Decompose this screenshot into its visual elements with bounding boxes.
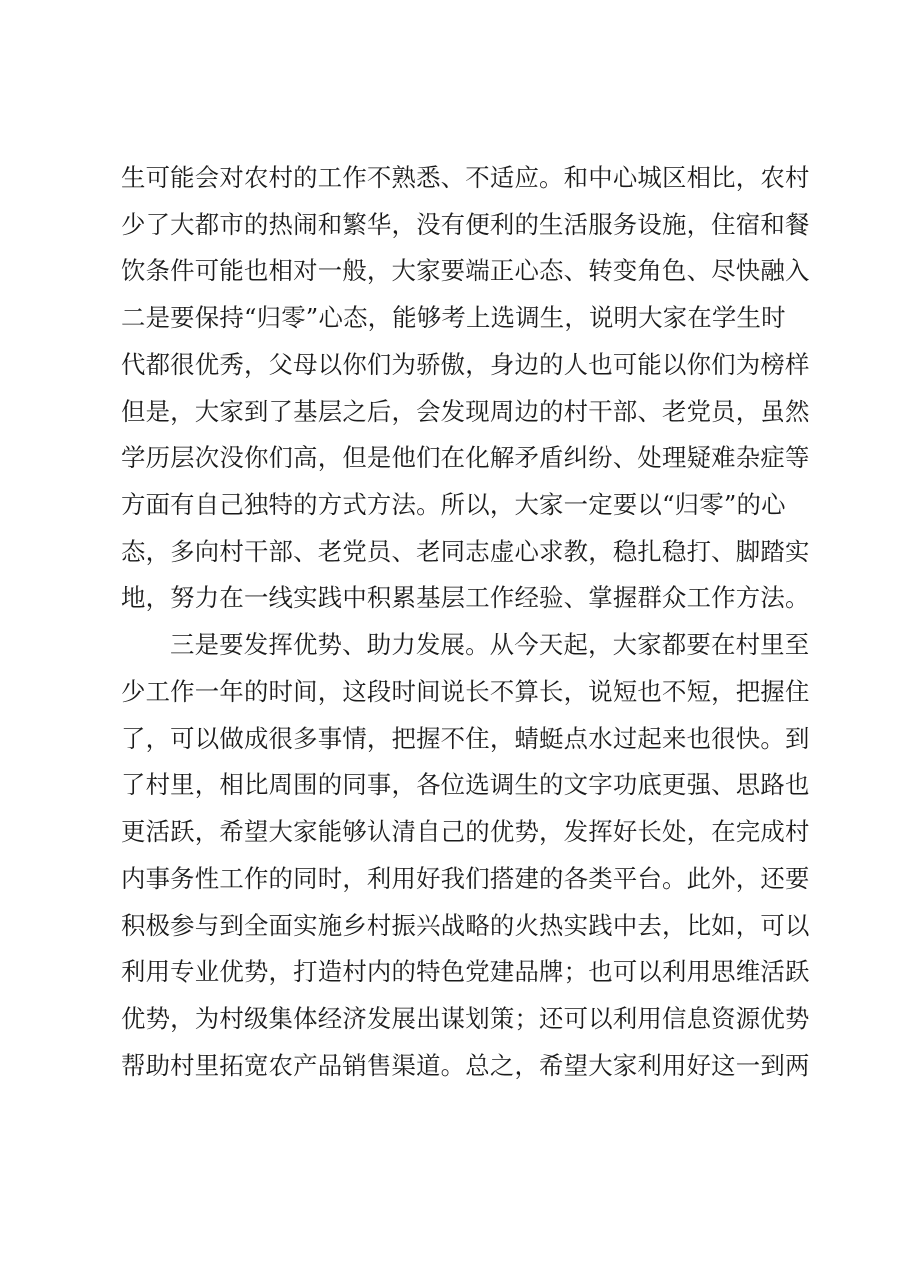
text-line: 但是，大家到了基层之后，会发现周边的村干部、老党员，虽然: [121, 397, 810, 426]
text-line: 生可能会对农村的工作不熟悉、不适应。和中心城区相比，农村: [121, 163, 810, 192]
text-line: 地，努力在一线实践中积累基层工作经验、掌握群众工作方法。: [121, 583, 810, 612]
text-line: 帮助村里拓宽农产品销售渠道。总之，希望大家利用好这一到两: [121, 1051, 810, 1080]
text-line: 饮条件可能也相对一般，大家要端正心态、转变角色、尽快融入: [121, 256, 810, 285]
paragraph-start-line: 三是要发挥优势、助力发展。从今天起，大家都要在村里至: [170, 630, 810, 659]
text-line: 二是要保持“归零”心态，能够考上选调生，说明大家在学生时: [121, 303, 786, 332]
text-line: 代都很优秀，父母以你们为骄傲，身边的人也可能以你们为榜样: [121, 350, 810, 379]
text-line: 了，可以做成很多事情，把握不住，蜻蜓点水过起来也很快。到: [121, 724, 810, 753]
text-line: 态，多向村干部、老党员、老同志虚心求教，稳扎稳打、脚踏实: [121, 537, 810, 566]
text-line: 少了大都市的热闹和繁华，没有便利的生活服务设施，住宿和餐: [121, 210, 810, 239]
text-line: 方面有自己独特的方式方法。所以，大家一定要以“归零”的心: [121, 490, 786, 519]
text-line: 优势，为村级集体经济发展出谋划策；还可以利用信息资源优势: [121, 1004, 810, 1033]
text-line: 利用专业优势，打造村内的特色党建品牌；也可以利用思维活跃: [121, 957, 810, 986]
text-line: 学历层次没你们高，但是他们在化解矛盾纠纷、处理疑难杂症等: [121, 443, 810, 472]
text-line: 更活跃，希望大家能够认清自己的优势，发挥好长处，在完成村: [121, 817, 810, 846]
text-line: 积极参与到全面实施乡村振兴战略的火热实践中去，比如，可以: [121, 911, 810, 940]
text-line: 内事务性工作的同时，利用好我们搭建的各类平台。此外，还要: [121, 864, 810, 893]
text-line: 少工作一年的时间，这段时间说长不算长，说短也不短，把握住: [121, 677, 810, 706]
text-line: 了村里，相比周围的同事，各位选调生的文字功底更强、思路也: [121, 770, 810, 799]
